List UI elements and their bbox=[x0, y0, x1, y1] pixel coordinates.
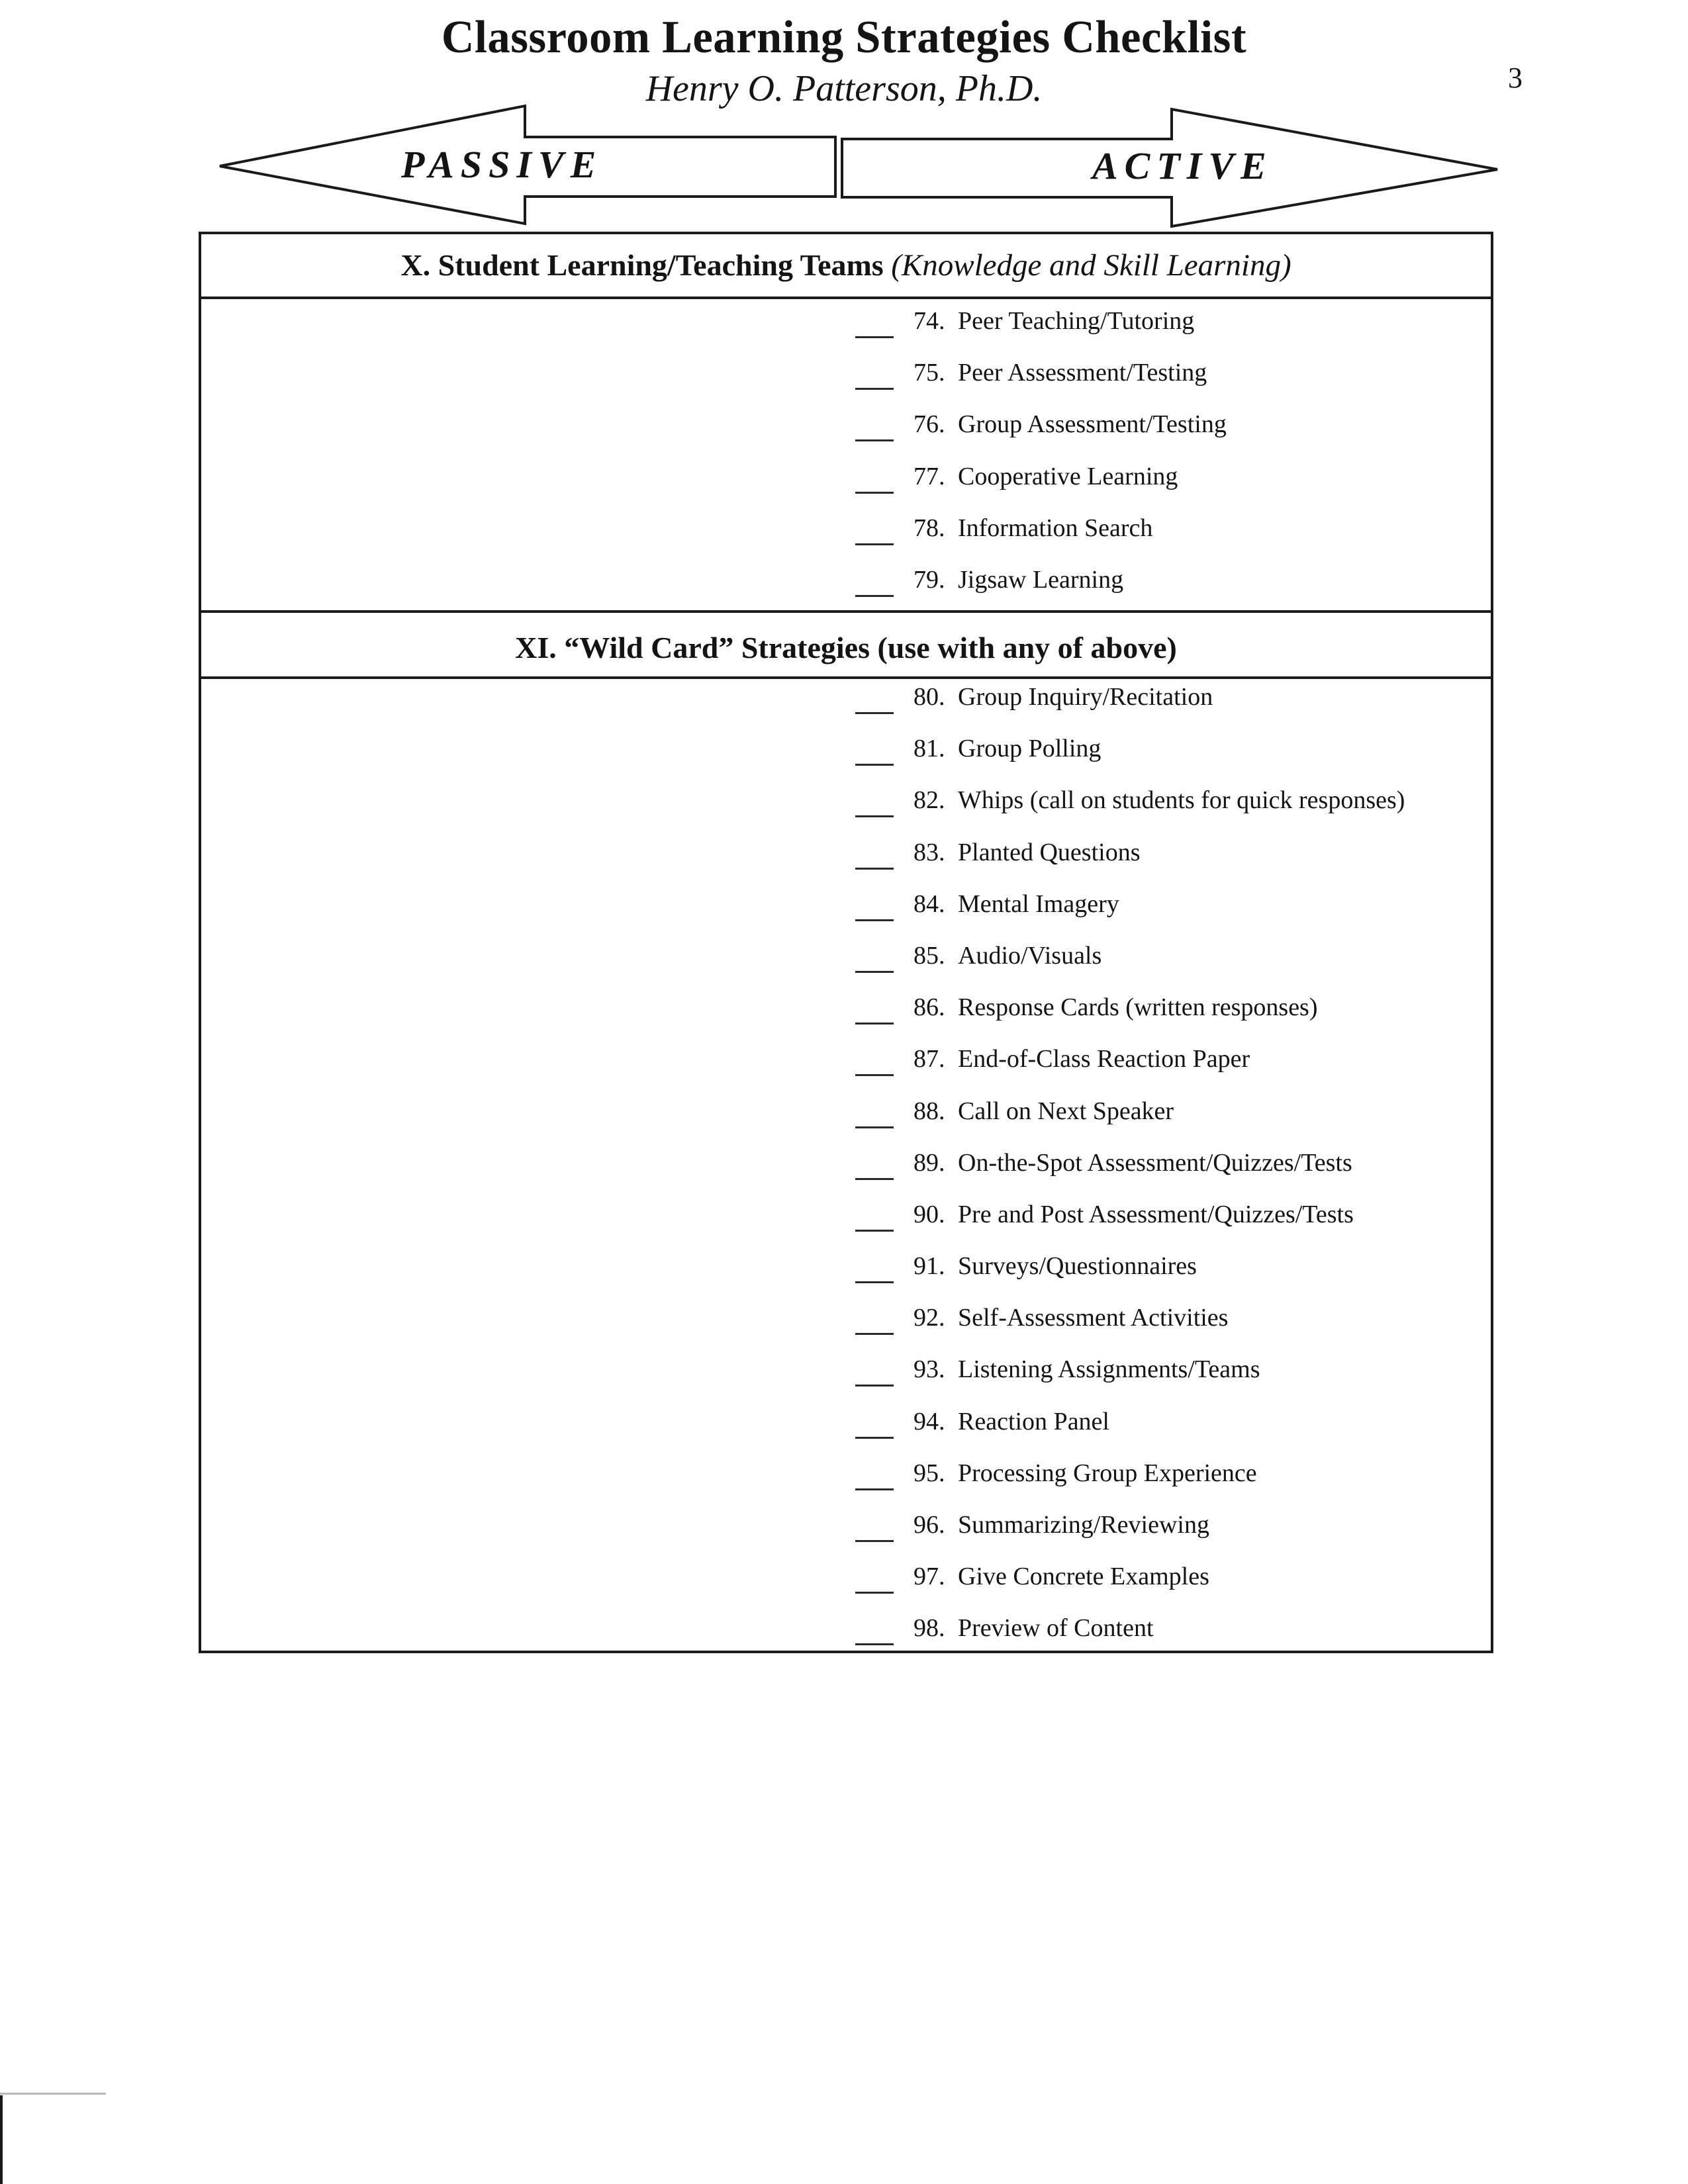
checkmark-blank[interactable] bbox=[855, 1437, 894, 1439]
checklist-item bbox=[201, 1199, 1491, 1251]
checkmark-blank[interactable] bbox=[855, 868, 894, 870]
checkmark-blank[interactable] bbox=[855, 336, 894, 338]
checklist-box bbox=[199, 232, 1493, 1653]
checkmark-blank[interactable] bbox=[855, 1074, 894, 1076]
section-numeral: XI. bbox=[515, 631, 557, 664]
item-number: 93. bbox=[914, 1355, 945, 1384]
checkmark-blank[interactable] bbox=[855, 1385, 894, 1387]
checklist-item bbox=[201, 1251, 1491, 1302]
checklist-item bbox=[201, 889, 1491, 940]
item-number: 85. bbox=[914, 941, 945, 970]
item-number: 74. bbox=[914, 307, 945, 335]
checklist-item bbox=[201, 1406, 1491, 1458]
checkmark-blank[interactable] bbox=[855, 919, 894, 921]
section-numeral: X. bbox=[400, 248, 431, 282]
item-label: Pre and Post Assessment/Quizzes/Tests bbox=[958, 1200, 1354, 1228]
checkmark-blank[interactable] bbox=[855, 1333, 894, 1335]
item-number: 82. bbox=[914, 786, 945, 815]
checkmark-blank[interactable] bbox=[855, 543, 894, 545]
checkmark-blank[interactable] bbox=[855, 492, 894, 494]
checkmark-blank[interactable] bbox=[855, 764, 894, 766]
checkmark-blank[interactable] bbox=[855, 712, 894, 714]
item-label: Peer Assessment/Testing bbox=[958, 359, 1207, 387]
section-subtitle: (Knowledge and Skill Learning) bbox=[891, 248, 1291, 283]
item-label: Whips (call on students for quick responses) bbox=[958, 786, 1405, 815]
item-label: Summarizing/Reviewing bbox=[958, 1511, 1209, 1539]
item-label: Audio/Visuals bbox=[958, 941, 1102, 970]
item-number: 76. bbox=[914, 410, 945, 439]
section-title: Student Learning/Teaching Teams bbox=[438, 248, 884, 282]
item-number: 81. bbox=[914, 735, 945, 763]
checklist-item bbox=[201, 461, 1491, 513]
page-title: Classroom Learning Strategies Checklist bbox=[441, 12, 1247, 63]
section-x-items bbox=[201, 306, 1491, 616]
item-number: 77. bbox=[914, 462, 945, 490]
checkmark-blank[interactable] bbox=[855, 1281, 894, 1283]
passive-active-arrows bbox=[0, 0, 1688, 238]
checklist-item bbox=[201, 1613, 1491, 1664]
scan-edge-border bbox=[0, 2095, 3, 2184]
item-number: 95. bbox=[914, 1459, 945, 1487]
item-label: Response Cards (written responses) bbox=[958, 993, 1318, 1022]
item-number: 96. bbox=[914, 1511, 945, 1539]
section-header-xi bbox=[201, 610, 1491, 679]
item-label: Reaction Panel bbox=[958, 1407, 1109, 1435]
checklist-item bbox=[201, 1096, 1491, 1148]
checklist-item bbox=[201, 1354, 1491, 1406]
checklist-item bbox=[201, 1561, 1491, 1613]
checklist-item bbox=[201, 785, 1491, 837]
item-label: End-of-Class Reaction Paper bbox=[958, 1045, 1250, 1073]
item-label: Information Search bbox=[958, 514, 1153, 542]
item-label: Cooperative Learning bbox=[958, 462, 1178, 490]
checkmark-blank[interactable] bbox=[855, 815, 894, 817]
item-label: Jigsaw Learning bbox=[958, 565, 1124, 594]
checklist-item bbox=[201, 409, 1491, 461]
item-label: Peer Teaching/Tutoring bbox=[958, 307, 1195, 335]
item-label: Self-Assessment Activities bbox=[958, 1304, 1229, 1332]
checkmark-blank[interactable] bbox=[855, 439, 894, 441]
section-header-x bbox=[201, 234, 1491, 299]
checklist-item bbox=[201, 682, 1491, 733]
checkmark-blank[interactable] bbox=[855, 1126, 894, 1128]
checkmark-blank[interactable] bbox=[855, 1592, 894, 1594]
item-number: 80. bbox=[914, 683, 945, 711]
checklist-item bbox=[201, 1148, 1491, 1199]
item-number: 75. bbox=[914, 359, 945, 387]
item-number: 86. bbox=[914, 993, 945, 1022]
section-xi-items bbox=[201, 682, 1491, 1665]
checkmark-blank[interactable] bbox=[855, 1023, 894, 1024]
item-number: 84. bbox=[914, 889, 945, 918]
checklist-item bbox=[201, 1510, 1491, 1561]
checklist-item bbox=[201, 306, 1491, 357]
checklist-item bbox=[201, 357, 1491, 409]
item-number: 83. bbox=[914, 838, 945, 866]
checklist-item bbox=[201, 1044, 1491, 1095]
checklist-item bbox=[201, 837, 1491, 889]
checklist-item bbox=[201, 733, 1491, 785]
active-label: ACTIVE bbox=[1092, 144, 1273, 187]
page-number: 3 bbox=[1508, 62, 1523, 94]
item-number: 79. bbox=[914, 565, 945, 594]
checklist-item bbox=[201, 513, 1491, 565]
checkmark-blank[interactable] bbox=[855, 1488, 894, 1490]
checklist-item bbox=[201, 565, 1491, 616]
item-label: Preview of Content bbox=[958, 1614, 1154, 1643]
item-label: Surveys/Questionnaires bbox=[958, 1252, 1197, 1281]
item-label: Planted Questions bbox=[958, 838, 1141, 866]
checkmark-blank[interactable] bbox=[855, 1230, 894, 1232]
checkmark-blank[interactable] bbox=[855, 1178, 894, 1180]
checklist-item bbox=[201, 1302, 1491, 1354]
item-number: 92. bbox=[914, 1304, 945, 1332]
checkmark-blank[interactable] bbox=[855, 971, 894, 973]
item-number: 88. bbox=[914, 1097, 945, 1125]
item-label: On-the-Spot Assessment/Quizzes/Tests bbox=[958, 1148, 1352, 1177]
item-number: 90. bbox=[914, 1200, 945, 1228]
item-number: 89. bbox=[914, 1148, 945, 1177]
item-label: Group Assessment/Testing bbox=[958, 410, 1227, 439]
item-number: 87. bbox=[914, 1045, 945, 1073]
item-number: 78. bbox=[914, 514, 945, 542]
checkmark-blank[interactable] bbox=[855, 1540, 894, 1542]
checklist-item bbox=[201, 1458, 1491, 1510]
page-author: Henry O. Patterson, Ph.D. bbox=[645, 68, 1043, 109]
item-number: 94. bbox=[914, 1407, 945, 1435]
item-label: Listening Assignments/Teams bbox=[958, 1355, 1260, 1384]
checkmark-blank[interactable] bbox=[855, 1643, 894, 1645]
item-label: Processing Group Experience bbox=[958, 1459, 1257, 1487]
item-number: 97. bbox=[914, 1563, 945, 1591]
item-label: Group Inquiry/Recitation bbox=[958, 683, 1213, 711]
item-label: Mental Imagery bbox=[958, 889, 1119, 918]
checklist-item bbox=[201, 992, 1491, 1044]
section-title: “Wild Card” Strategies (use with any of above) bbox=[564, 631, 1177, 664]
item-number: 98. bbox=[914, 1614, 945, 1643]
item-label: Give Concrete Examples bbox=[958, 1563, 1209, 1591]
passive-label: PASSIVE bbox=[401, 143, 603, 186]
checkmark-blank[interactable] bbox=[855, 388, 894, 390]
item-label: Call on Next Speaker bbox=[958, 1097, 1174, 1125]
scan-edge-line bbox=[0, 2093, 106, 2095]
item-label: Group Polling bbox=[958, 735, 1102, 763]
checkmark-blank[interactable] bbox=[855, 595, 894, 597]
item-number: 91. bbox=[914, 1252, 945, 1281]
checklist-item bbox=[201, 940, 1491, 992]
